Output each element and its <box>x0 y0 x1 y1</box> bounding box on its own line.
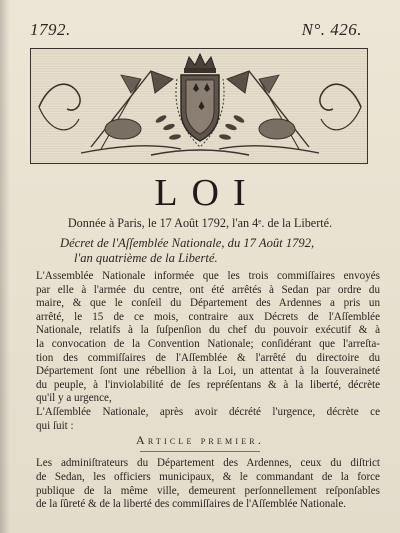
text-line: la convocation de la Convention Nationale; conſidérant que l'arreſta- <box>36 337 380 350</box>
decree-heading <box>60 236 380 266</box>
text-line: arrêté, le 15 de ce mois, contraire aux Décrets de l'Aſſemblée <box>36 310 380 323</box>
decree-heading-line-2: l'an quatrième de la Liberté. <box>74 251 218 265</box>
text-line: Nationale, relatifs à la ſuſpenſion du chef du pouvoir exécutif & à <box>36 324 380 337</box>
text-line: L'Assemblée Nationale informée que les trois commiſſaires envoyés <box>36 270 380 282</box>
royal-arms-engraving <box>31 49 369 165</box>
text-line: qui ſuit : <box>36 419 74 432</box>
text-line: qu'il y a urgence, <box>36 392 112 405</box>
text-line: tion des commiſſaires de l'Aſſemblée & l'arrêté du directoire du <box>36 351 380 364</box>
document-number: N°. 426. <box>301 20 362 39</box>
text-line: L'Aſſemblée Nationale, après avoir décrété l'urgence, décrète ce <box>36 405 380 418</box>
text-line: par elle à l'armée du centre, ont été arrêtés à Sedan par ordre du <box>36 283 380 296</box>
year-label: 1792. <box>30 20 71 39</box>
text-line: de la ſûreté & de la liberté des commiſſaires de l'Aſſemblée Nationale. <box>36 498 347 511</box>
article-heading: Article premier. <box>135 433 265 447</box>
engraved-banner <box>30 48 368 164</box>
article-divider <box>140 451 260 452</box>
page-header <box>30 20 362 40</box>
text-line: Les adminiſtrateurs du Département des Ardennes, ceux du diſtrict <box>36 457 380 469</box>
decree-heading-line-1: Décret de l'Aſſemblée Nationale, du 17 Août 1792, <box>60 236 315 250</box>
text-line: Département ſont une rébellion à la Loi, un attentat à la ſouveraineté <box>36 365 380 378</box>
dateline: Donnée à Paris, le 17 Août 1792, l'an 4ᵉ. de la Liberté. <box>67 216 333 230</box>
text-line: du peuple, à l'inviolabilité de ſes repréſentans & à la liberté, décrète <box>36 378 380 391</box>
text-line: maire, & que le conſeil du Département des Ardennes a pris un <box>36 297 380 310</box>
article-paragraph <box>36 457 380 512</box>
document-title: LOI <box>154 172 260 214</box>
binding-shadow <box>0 0 10 533</box>
text-line: publique de la même ville, demeurent perſonnellement reſponſables <box>36 484 380 497</box>
text-line: de Sedan, les officiers municipaux, & le commandant de la force <box>36 470 380 483</box>
preamble-paragraph <box>36 270 380 433</box>
